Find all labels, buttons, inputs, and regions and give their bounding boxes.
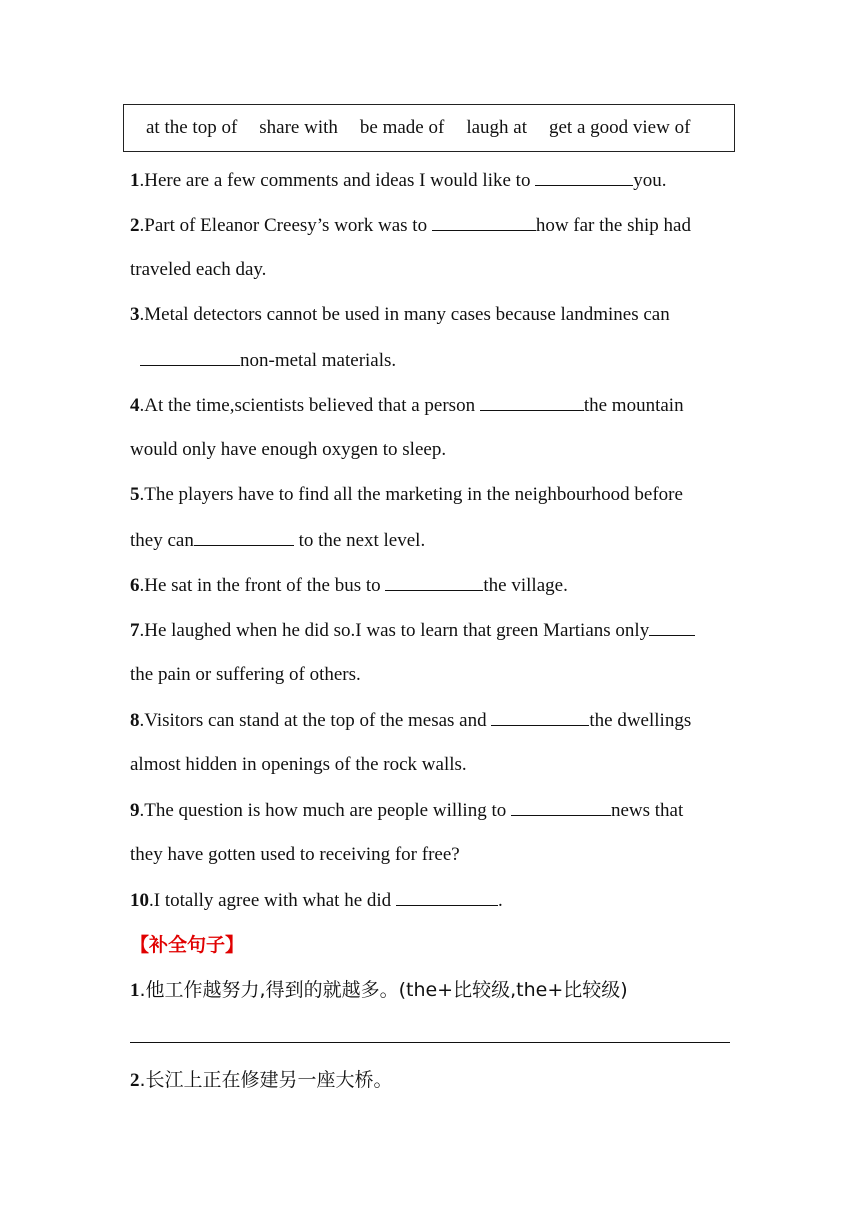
answer-blank[interactable] — [432, 213, 536, 231]
answer-blank[interactable] — [480, 393, 584, 411]
question-number: 1 — [130, 170, 140, 191]
question-number: 4 — [130, 395, 140, 416]
question-number: 3 — [130, 304, 140, 325]
question-3 — [130, 303, 730, 327]
question-text: would only have enough oxygen to sleep. — [130, 439, 447, 460]
answer-blank[interactable] — [511, 798, 611, 816]
question-8 — [130, 708, 730, 733]
section-title: 【补全句子】 — [130, 934, 245, 956]
question-6 — [130, 573, 730, 598]
translate-question-1 — [130, 978, 730, 1003]
question-3-continued — [140, 348, 740, 373]
question-number: 1 — [130, 980, 140, 1001]
question-text: traveled each day. — [130, 259, 267, 280]
question-text: .Here are a few comments and ideas I would like to — [139, 170, 536, 191]
question-9 — [130, 798, 730, 823]
question-7 — [130, 618, 730, 643]
question-text: .他工作越努力,得到的就越多。(the+比较级,the+比较级) — [139, 979, 628, 1001]
phrase: get a good view of — [549, 117, 691, 138]
question-text: non-metal materials. — [240, 350, 397, 371]
question-text: the pain or suffering of others. — [130, 664, 361, 685]
answer-line[interactable] — [130, 1042, 730, 1043]
question-2-continued — [130, 258, 730, 282]
question-text: they can — [130, 530, 194, 551]
question-text: news that — [610, 800, 684, 821]
answer-blank[interactable] — [385, 573, 483, 591]
question-text: .He laughed when he did so.I was to learn that green Martians only — [139, 620, 650, 641]
question-text: .He sat in the front of the bus to — [139, 575, 386, 596]
question-number: 9 — [130, 800, 140, 821]
phrase: share with — [259, 117, 338, 138]
question-text: .Visitors can stand at the top of the mesas and — [139, 710, 492, 731]
question-number: 6 — [130, 575, 140, 596]
answer-blank[interactable] — [649, 618, 695, 636]
question-text: .At the time,scientists believed that a person — [139, 395, 480, 416]
question-number: 2 — [130, 1070, 140, 1091]
question-text: .I totally agree with what he did — [149, 890, 396, 911]
question-text: .The players have to find all the marketing in the neighbourhood before — [139, 484, 683, 505]
question-number: 8 — [130, 710, 140, 731]
question-text: to the next level. — [293, 530, 426, 551]
phrase: laugh at — [466, 117, 527, 138]
question-number: 10 — [130, 890, 149, 911]
question-number: 2 — [130, 215, 140, 236]
question-text: how far the ship had — [535, 215, 691, 236]
answer-blank[interactable] — [491, 708, 589, 726]
question-text: almost hidden in openings of the rock walls. — [130, 754, 467, 775]
question-text: the dwellings — [589, 710, 692, 731]
question-number: 5 — [130, 484, 140, 505]
answer-blank[interactable] — [194, 528, 294, 546]
question-4 — [130, 393, 730, 418]
question-5-continued — [130, 528, 730, 553]
phrase-box — [123, 104, 735, 152]
question-4-continued — [130, 438, 730, 462]
question-5 — [130, 483, 730, 507]
translate-question-2 — [130, 1068, 730, 1093]
phrase: at the top of — [146, 117, 238, 138]
question-8-continued — [130, 753, 730, 777]
question-text: .The question is how much are people willing to — [139, 800, 511, 821]
question-2 — [130, 213, 730, 238]
answer-blank[interactable] — [140, 348, 240, 366]
question-9-continued — [130, 843, 730, 867]
question-1 — [130, 168, 730, 193]
answer-blank[interactable] — [396, 888, 498, 906]
question-text: the mountain — [583, 395, 684, 416]
question-text: the village. — [483, 575, 568, 596]
question-number: 7 — [130, 620, 140, 641]
question-text: . — [497, 890, 503, 911]
question-7-continued — [130, 663, 730, 687]
question-text: they have gotten used to receiving for free? — [130, 844, 460, 865]
question-text: .长江上正在修建另一座大桥。 — [139, 1069, 393, 1091]
answer-blank[interactable] — [535, 168, 633, 186]
question-text: .Metal detectors cannot be used in many cases because landmines can — [139, 304, 670, 325]
question-text: .Part of Eleanor Creesy’s work was to — [139, 215, 432, 236]
question-10 — [130, 888, 730, 913]
phrase: be made of — [359, 117, 445, 138]
question-text: you. — [633, 170, 667, 191]
